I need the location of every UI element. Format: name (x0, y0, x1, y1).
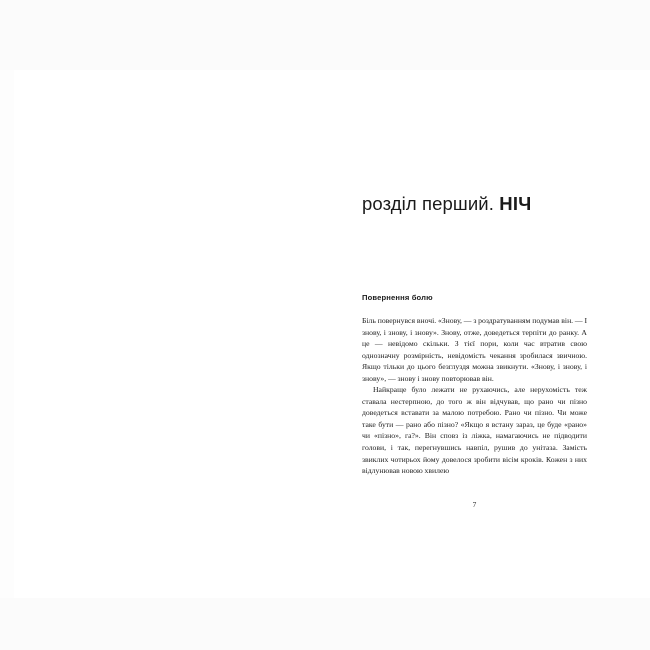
chapter-heading (362, 192, 602, 216)
body-paragraph: Біль повернувся вночі. «Знову, — з роздратуванням подумав він. — І знову, і знову, і знову». Знову, отже, доведеться терпіти до ранку. А це — невідомо скільки. З тієї пори, коли час втратив свою однозначну розмірність, невідомість чекання зробилася звичною. Якщо тільки до цього безглуздя можна звикнути. «Знову, і знову, і знову», — знову і знову повторював він. (362, 316, 587, 383)
section-title: Повернення болю (362, 293, 433, 302)
chapter-label: розділ перший. (362, 193, 494, 214)
text-column (362, 293, 587, 477)
body-paragraph: Найкраще було лежати не рухаючись, але нерухомість теж ставала нестерпною, до того ж він відчував, що рано чи пізно доведеться вставати за малою потребою. Рано чи пізно. Чи може таке бути — рано або пізно? «Якщо я встану зараз, це буде «рано» чи «пізно», га?». Він сповз із ліжка, намагаючись не підводити голови, і так, перегнувшись навпіл, рушив до унітаза. Замість звиклих чотирьох йому довелося зробити вісім кроків. Кожен з них відлунював новою хвилею (362, 385, 587, 476)
page-number: 7 (472, 500, 477, 509)
paper-bottom-margin (0, 598, 650, 650)
paper-top-margin (0, 0, 650, 70)
page-gutter (0, 70, 14, 598)
chapter-title: НІЧ (499, 193, 532, 214)
